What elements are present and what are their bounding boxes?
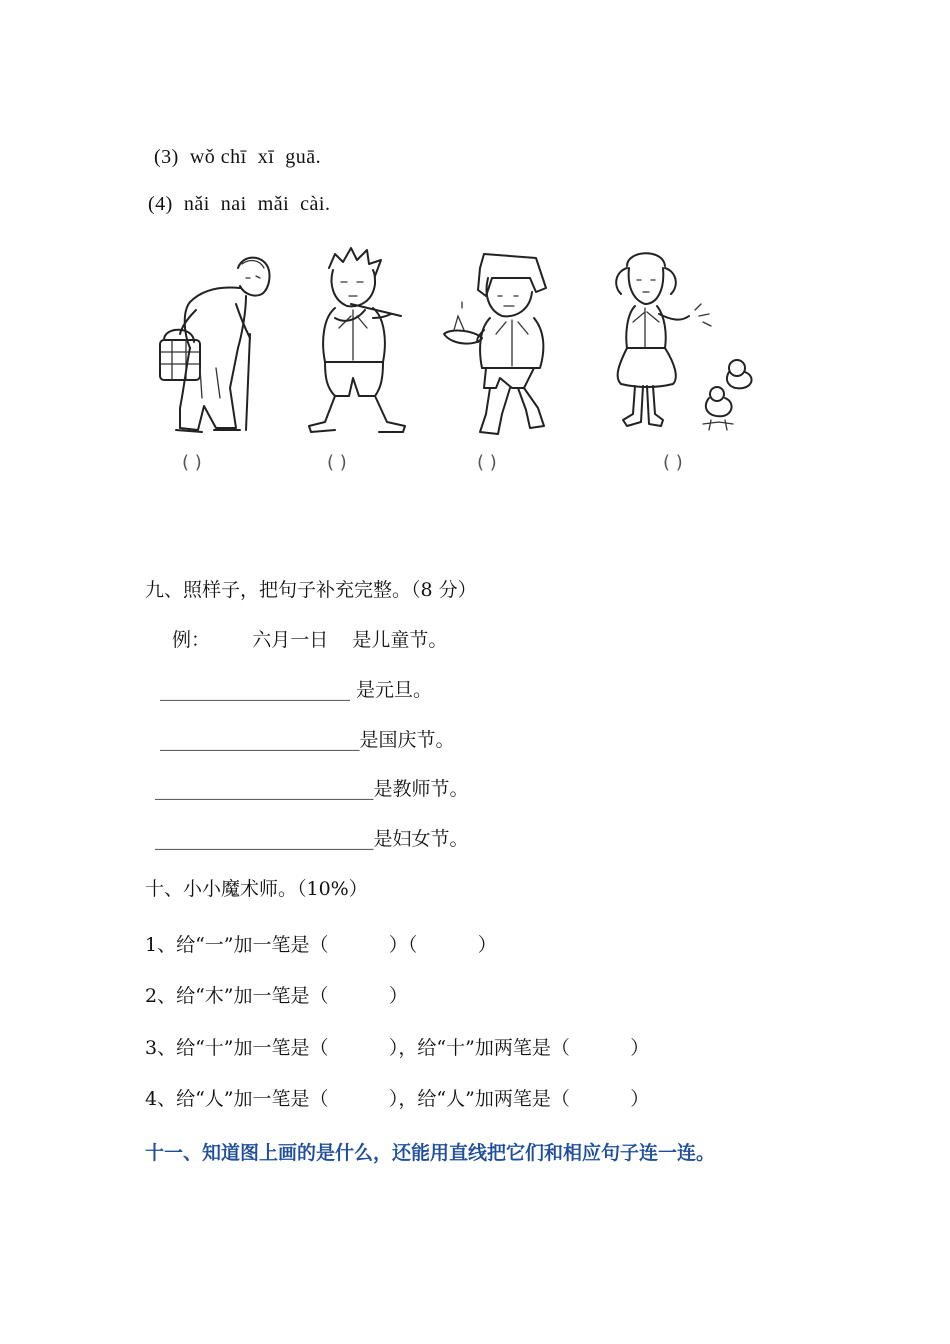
answer-paren-1[interactable]: ( ) bbox=[182, 452, 202, 473]
section-11-title: 十一、知道图上画的是什么，还能用直线把它们和相应句子连一连。 bbox=[145, 1142, 716, 1164]
grandma-figure bbox=[150, 238, 280, 447]
answer-paren-2[interactable]: ( ) bbox=[327, 452, 347, 473]
eating-boy-figure bbox=[440, 238, 560, 447]
magic-item-4[interactable]: 4、给“人”加一笔是（ ），给“人”加两笔是（ ） bbox=[145, 1088, 650, 1110]
magic-item-2[interactable]: 2、给“木”加一笔是（ ） bbox=[145, 985, 408, 1007]
section-10-title: 十、小小魔术师。（10%） bbox=[145, 878, 368, 900]
flute-boy-figure bbox=[295, 238, 415, 447]
answer-paren-4[interactable]: ( ) bbox=[663, 452, 683, 473]
fill-line-national-day[interactable]: _____________________是国庆节。 bbox=[160, 729, 455, 751]
answer-paren-3[interactable]: ( ) bbox=[477, 452, 497, 473]
section-9-example: 例： 六月一日 是儿童节。 bbox=[172, 629, 448, 651]
pinyin-sentence-4: (4) nǎi nai mǎi cài. bbox=[148, 193, 331, 215]
fill-line-new-year[interactable]: ____________________ 是元旦。 bbox=[160, 679, 433, 701]
fill-line-teachers-day[interactable]: _______________________是教师节。 bbox=[155, 778, 469, 800]
magic-item-1[interactable]: 1、给“一”加一笔是（ ）（ ） bbox=[145, 934, 497, 956]
magic-item-3[interactable]: 3、给“十”加一笔是（ ），给“十”加两笔是（ ） bbox=[145, 1037, 650, 1059]
pinyin-sentence-3: (3) wǒ chī xī guā. bbox=[154, 146, 322, 168]
fill-line-womens-day[interactable]: _______________________是妇女节。 bbox=[155, 828, 469, 850]
section-9-title: 九、照样子，把句子补充完整。（8 分） bbox=[145, 579, 477, 601]
girl-chicks-figure bbox=[605, 238, 765, 447]
